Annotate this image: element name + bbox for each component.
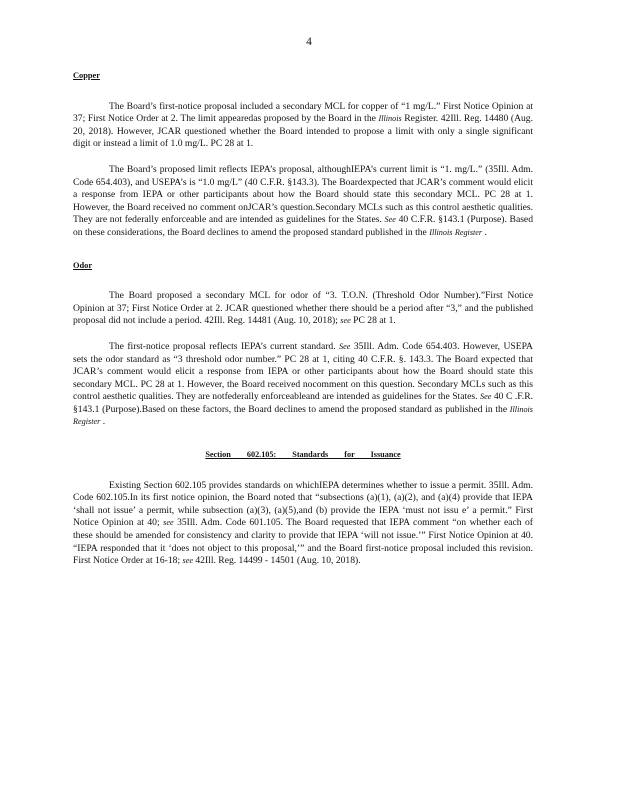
italic-term: See (339, 341, 351, 351)
italic-term: see (163, 518, 174, 528)
paragraph: The Board’s proposed limit reflects IEPA’s proposal, althoughIEPA’s current limit is “1. mg/L.” (35Ill. Adm. Code 654.403), and USEPA’s is “1.0 mg/L” (40 C.F.R. §143.3). The Boardexpected that JCAR’s comment would elicit a response from IEPA or other participants about how the Board should state this secondary MCL. PC 28 at 1. However, the Board received no comment onJCAR’s question.Secondary MCLs such as this control aesthetic qualities. They are not federally enforceable and are intended as guidelines for the States. See 40 C.F.R. §143.1 (Purpose). Based on these considerations, the Board declines to amend the proposed standard published in the Illinois Register . (73, 163, 533, 238)
document-body (73, 70, 533, 568)
italic-term: Illinois (509, 404, 533, 414)
heading-odor: Odor (73, 260, 93, 270)
page-number: 4 (306, 36, 312, 48)
italic-term: See (384, 215, 396, 225)
paragraph: The first-notice proposal reflects IEPA’s current standard. See 35Ill. Adm. Code 654.403. However, USEPA sets the odor standard as “3 threshold odor number.” PC 28 at 1, citing 40 C.F.R. §. 143.3. The Board expected that JCAR’s comment would elicit a response from IEPA or other participants about how the Board should state this secondary MCL. PC 28 at 1. However, the Board received nocomment on this question. Secondary MCLs such as this control aesthetic qualities. They are notfederally enforceableand are intended as guidelines for the States. See 40 C .F.R. §143.1 (Purpose).Based on these factors, the Board declines to amend the proposed standard as published in the Illinois Register . (73, 340, 533, 428)
paragraph: Existing Section 602.105 provides standards on whichIEPA determines whether to issue a permit. 35Ill. Adm. Code 602.105.In its first notice opinion, the Board noted that “subsections (a)(1), (a)(2), and (a)(4) provide that IEPA ‘shall not issue’ a permit, while subsection (a)(3), (a)(5),and (b) provide the IEPA ‘must not issu e’ a permit.” First Notice Opinion at 40; see 35Ill. Adm. Code 601.105. The Board requested that IEPA comment “on whether each of these should be amended for consistency and clarity to provide that IEPA ‘will not issue.’” First Notice Opinion at 40. “IEPA responded that it ‘does not object to this proposal,’” and the Board first-notice proposal included this revision. First Notice Order at 16-18; see 42Ill. Reg. 14499 - 14501 (Aug. 10, 2018). (73, 479, 533, 567)
italic-term: Illinois (429, 227, 453, 237)
section-heading: Section 602.105: Standards for Issuance (205, 450, 401, 460)
italic-term: Illinois (378, 114, 402, 124)
heading-copper: Copper (73, 71, 100, 80)
italic-term: see (182, 556, 193, 566)
paragraph: The Board’s first-notice proposal included a secondary MCL for copper of “1 mg/L.” First Notice Opinion at 37; First Notice Order at 2. The limit appearedas proposed by the Board in the Illinois Register. 42Ill. Reg. 14480 (Aug. 20, 2018). However, JCAR questioned whether the Board intended to propose a limit with only a single significant digit or instead a limit of 1.0 mg/L. PC 28 at 1. (73, 100, 533, 150)
italic-term: See (480, 392, 492, 402)
italic-term: see (340, 316, 351, 326)
italic-term: Register (454, 227, 483, 237)
paragraph: The Board proposed a secondary MCL for odor of “3. T.O.N. (Threshold Odor Number).”First Notice Opinion at 37; First Notice Order at 2. JCAR questioned whether there should be a period after “3,” and the published proposal did not include a period. 42Ill. Reg. 14481 (Aug. 10, 2018); see PC 28 at 1. (73, 290, 533, 327)
italic-term: Register (73, 417, 101, 427)
